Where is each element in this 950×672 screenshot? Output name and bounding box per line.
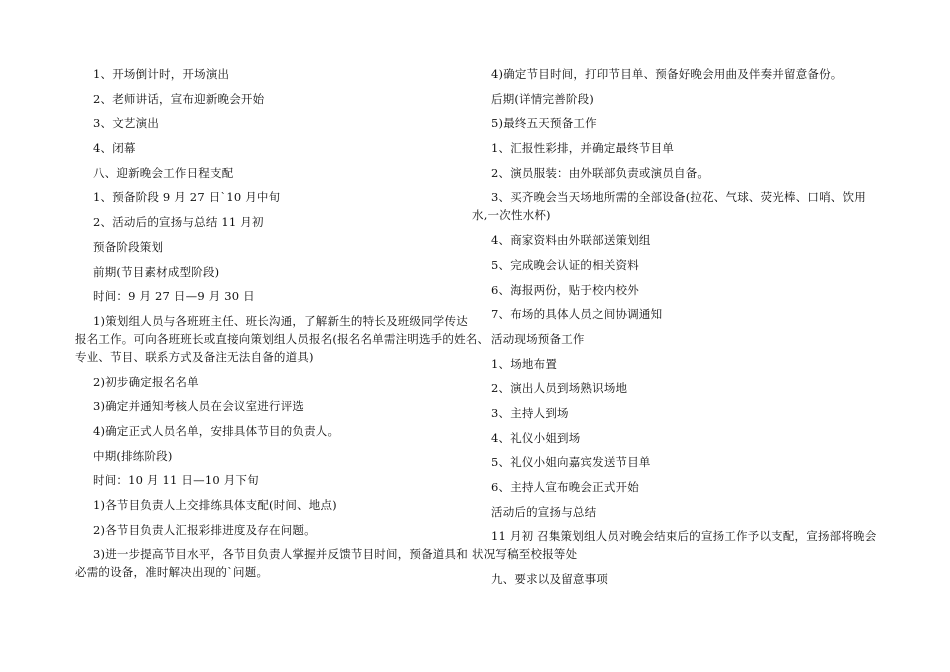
paragraph-line: 3)进一步提高节目水平，各节目负责人掌握并反馈节目时间，预备道具和 <box>93 547 468 562</box>
paragraph-line: 3、买齐晚会当天场地所需的全部设备(拉花、气球、荧光棒、口哨、饮用 <box>491 190 866 205</box>
section-heading: 八、迎新晚会工作日程支配 <box>93 165 234 180</box>
text-line: 4、闭幕 <box>93 141 136 156</box>
phase-heading: 前期(节目素材成型阶段) <box>93 264 220 279</box>
text-line: 6、海报两份，贴于校内校外 <box>491 282 639 297</box>
text-line: 2)初步确定报名名单 <box>93 374 199 389</box>
paragraph-continuation: 水,一次性水杯) <box>472 208 551 223</box>
text-line: 4、商家资料由外联部送策划组 <box>491 233 651 248</box>
paragraph-continuation: 必需的设备，准时解决出现的`问题。 <box>75 565 269 580</box>
phase-heading: 后期(详情完善阶段) <box>491 91 594 106</box>
text-line: 1)各节目负责人上交排练具体支配(时间、地点) <box>93 498 337 512</box>
text-line: 2)各节目负责人汇报彩排进度及存在问题。 <box>93 522 316 537</box>
left-column <box>75 66 490 589</box>
text-line: 3、主持人到场 <box>491 405 569 420</box>
subsection-heading: 预备阶段策划 <box>93 239 164 254</box>
text-line: 2、活动后的宣扬与总结 11 月初 <box>93 215 264 230</box>
text-line: 时间：10 月 11 日—10 月下旬 <box>93 473 259 488</box>
text-line: 5、完成晚会认证的相关资料 <box>491 257 639 272</box>
section-heading: 九、要求以及留意事项 <box>491 572 608 587</box>
text-line: 1、场地布置 <box>491 356 558 371</box>
text-line: 2、演员服装：由外联部负责或演员自备。 <box>491 165 710 180</box>
text-line: 1、预备阶段 9 月 27 日`10 月中旬 <box>93 190 281 205</box>
paragraph-line: 11 月初 召集策划组人员对晚会结束后的宣扬工作予以支配，宣扬部将晚会 <box>491 529 877 544</box>
phase-heading: 中期(排练阶段) <box>93 448 173 463</box>
subsection-heading: 活动现场预备工作 <box>491 331 585 346</box>
text-line: 6、主持人宣布晚会正式开始 <box>491 480 639 494</box>
text-line: 3、文艺演出 <box>93 116 160 131</box>
text-line: 7、布场的具体人员之间协调通知 <box>491 307 663 322</box>
text-line: 4)确定节目时间，打印节目单、预备好晚会用曲及伴奏并留意备份。 <box>491 67 843 81</box>
text-line: 2、演出人员到场熟识场地 <box>491 381 628 396</box>
text-line: 4、礼仪小姐到场 <box>491 430 581 445</box>
paragraph-continuation: 专业、节目、联系方式及备注无法自备的道具) <box>75 349 314 364</box>
text-line: 2、老师讲话，宣布迎新晚会开始 <box>93 91 265 106</box>
text-line: 4)确定正式人员名单，安排具体节目的负责人。 <box>93 423 340 438</box>
paragraph-continuation: 报名工作。可向各班班长或直接向策划组人员报名(报名名单需注明选手的姓名、 <box>75 331 490 346</box>
text-line: 5)最终五天预备工作 <box>491 116 597 131</box>
text-line: 3)确定并通知考核人员在会议室进行评选 <box>93 399 305 414</box>
subsection-heading: 活动后的宣扬与总结 <box>491 504 597 519</box>
paragraph-line: 1)策划组人员与各班班主任、班长沟通，了解新生的特长及班级同学传达 <box>93 313 468 328</box>
text-line: 时间：9 月 27 日—9 月 30 日 <box>93 289 255 304</box>
right-column <box>472 66 891 596</box>
paragraph-continuation: 状况写稿至校报等处 <box>472 547 578 562</box>
text-line: 5、礼仪小姐向嘉宾发送节目单 <box>491 455 651 470</box>
text-line: 1、开场倒计时，开场演出 <box>93 67 230 81</box>
text-line: 1、汇报性彩排，并确定最终节目单 <box>491 141 675 156</box>
